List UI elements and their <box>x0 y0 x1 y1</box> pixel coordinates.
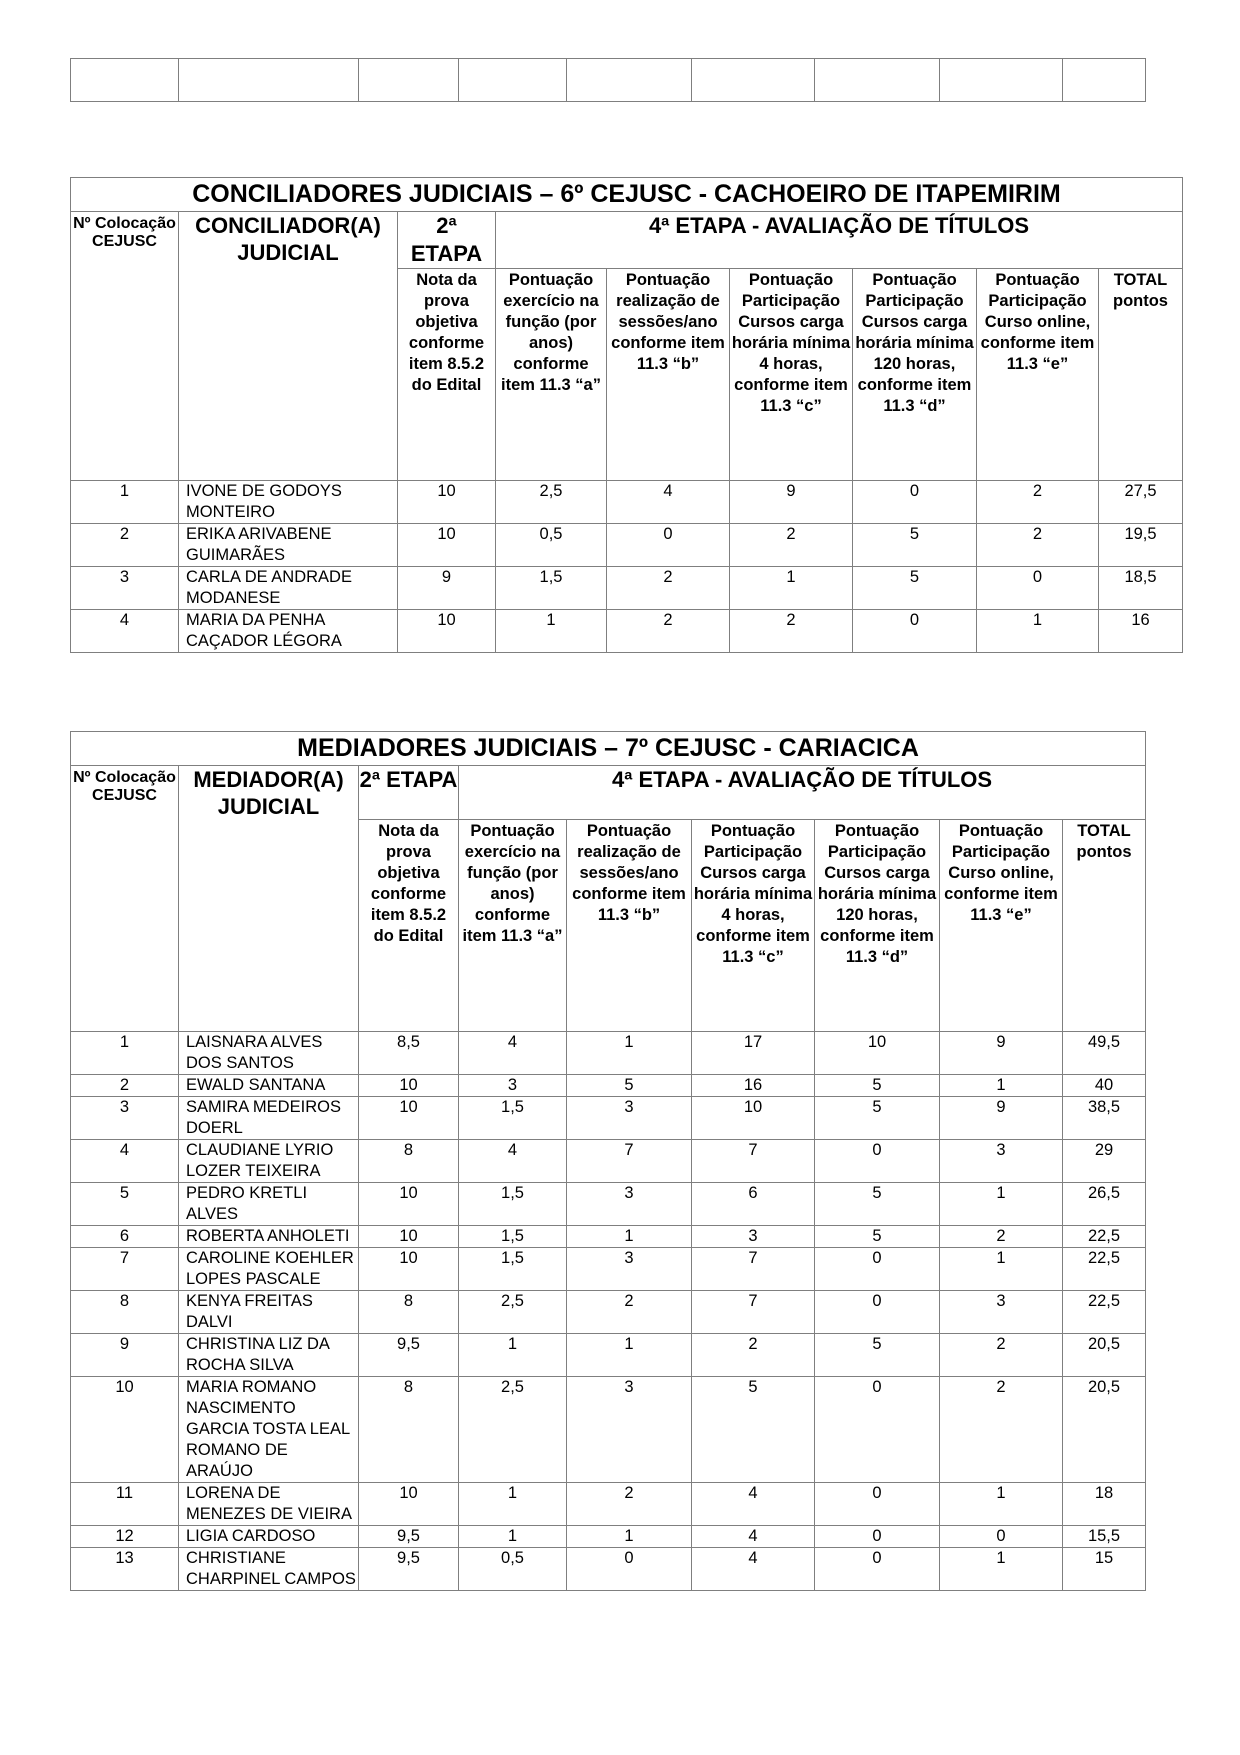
cell-c: 16 <box>692 1075 815 1097</box>
cell-name: LORENA DE MENEZES DE VIEIRA <box>179 1483 359 1526</box>
cell-name: LIGIA CARDOSO <box>179 1526 359 1548</box>
cell-nota: 10 <box>359 1248 459 1291</box>
cell-c: 2 <box>730 524 853 567</box>
cell-b: 1 <box>567 1226 692 1248</box>
cell-e: 2 <box>977 481 1099 524</box>
empty-cell <box>1063 59 1146 102</box>
cell-nota: 9,5 <box>359 1548 459 1591</box>
cell-name: KENYA FREITAS DALVI <box>179 1291 359 1334</box>
cell-name: SAMIRA MEDEIROS DOERL <box>179 1097 359 1140</box>
cell-b: 0 <box>607 524 730 567</box>
cell-total: 22,5 <box>1063 1248 1146 1291</box>
cell-total: 22,5 <box>1063 1291 1146 1334</box>
cell-nota: 10 <box>359 1183 459 1226</box>
cell-name: CAROLINE KOEHLER LOPES PASCALE <box>179 1248 359 1291</box>
cell-b: 3 <box>567 1377 692 1483</box>
sub-header-nota: Nota da prova objetiva conforme item 8.5.2 do Edital <box>398 269 496 481</box>
cell-nota: 9,5 <box>359 1526 459 1548</box>
col-etapa2-header: 2ª ETAPA <box>359 766 459 820</box>
cell-a: 1 <box>496 610 607 653</box>
sub-header-b: Pontuação realização de sessões/ano conforme item 11.3 “b” <box>567 820 692 1032</box>
cell-colocacao: 8 <box>71 1291 179 1334</box>
cell-c: 4 <box>692 1548 815 1591</box>
cell-total: 49,5 <box>1063 1032 1146 1075</box>
cell-a: 3 <box>459 1075 567 1097</box>
cell-d: 10 <box>815 1032 940 1075</box>
cell-a: 2,5 <box>496 481 607 524</box>
cell-c: 5 <box>692 1377 815 1483</box>
cell-c: 7 <box>692 1248 815 1291</box>
sub-header-d: Pontuação Participação Cursos carga horária mínima 120 horas, conforme item 11.3 “d” <box>815 820 940 1032</box>
sub-header-total: TOTAL pontos <box>1099 269 1183 481</box>
empty-cell <box>359 59 459 102</box>
cell-name: CLAUDIANE LYRIO LOZER TEIXEIRA <box>179 1140 359 1183</box>
cell-nota: 10 <box>398 610 496 653</box>
cell-c: 4 <box>692 1483 815 1526</box>
cell-b: 5 <box>567 1075 692 1097</box>
col-name-header: CONCILIADOR(A) JUDICIAL <box>179 212 398 481</box>
cell-b: 0 <box>567 1548 692 1591</box>
cell-name: LAISNARA ALVES DOS SANTOS <box>179 1032 359 1075</box>
cell-colocacao: 4 <box>71 610 179 653</box>
sub-header-nota: Nota da prova objetiva conforme item 8.5.2 do Edital <box>359 820 459 1032</box>
cell-c: 7 <box>692 1140 815 1183</box>
cell-d: 0 <box>815 1483 940 1526</box>
cell-a: 1,5 <box>496 567 607 610</box>
cell-colocacao: 1 <box>71 1032 179 1075</box>
cell-colocacao: 3 <box>71 1097 179 1140</box>
table-row <box>71 1334 1146 1377</box>
cell-colocacao: 3 <box>71 567 179 610</box>
col-etapa4-header: 4ª ETAPA - AVALIAÇÃO DE TÍTULOS <box>496 212 1183 269</box>
cell-nota: 9 <box>398 567 496 610</box>
cell-e: 1 <box>940 1075 1063 1097</box>
table-row <box>71 1226 1146 1248</box>
cell-c: 7 <box>692 1291 815 1334</box>
cell-nota: 10 <box>398 524 496 567</box>
cell-d: 0 <box>853 610 977 653</box>
cell-d: 0 <box>815 1377 940 1483</box>
mediadores-table <box>70 731 1146 1591</box>
sub-header-a: Pontuação exercício na função (por anos) conforme item 11.3 “a” <box>459 820 567 1032</box>
cell-d: 0 <box>815 1291 940 1334</box>
cell-c: 17 <box>692 1032 815 1075</box>
cell-e: 1 <box>977 610 1099 653</box>
cell-nota: 8,5 <box>359 1032 459 1075</box>
table-row <box>71 1075 1146 1097</box>
table-row <box>71 610 1183 653</box>
cell-d: 5 <box>815 1097 940 1140</box>
col-etapa2-header: 2ª ETAPA <box>398 212 496 269</box>
cell-a: 1,5 <box>459 1226 567 1248</box>
cell-b: 1 <box>567 1526 692 1548</box>
cell-d: 0 <box>815 1526 940 1548</box>
cell-total: 20,5 <box>1063 1334 1146 1377</box>
cell-colocacao: 11 <box>71 1483 179 1526</box>
cell-nota: 10 <box>398 481 496 524</box>
cell-c: 3 <box>692 1226 815 1248</box>
cell-e: 0 <box>977 567 1099 610</box>
cell-name: EWALD SANTANA <box>179 1075 359 1097</box>
cell-nota: 8 <box>359 1140 459 1183</box>
cell-c: 4 <box>692 1526 815 1548</box>
cell-e: 3 <box>940 1291 1063 1334</box>
cell-b: 1 <box>567 1032 692 1075</box>
col-name-header: MEDIADOR(A) JUDICIAL <box>179 766 359 1032</box>
sub-header-total: TOTAL pontos <box>1063 820 1146 1032</box>
cell-total: 26,5 <box>1063 1183 1146 1226</box>
cell-b: 2 <box>607 567 730 610</box>
cell-a: 1 <box>459 1526 567 1548</box>
cell-total: 22,5 <box>1063 1226 1146 1248</box>
cell-nota: 10 <box>359 1483 459 1526</box>
cell-a: 1 <box>459 1483 567 1526</box>
cell-c: 1 <box>730 567 853 610</box>
cell-nota: 8 <box>359 1377 459 1483</box>
cell-a: 1,5 <box>459 1097 567 1140</box>
cell-name: PEDRO KRETLI ALVES <box>179 1183 359 1226</box>
cell-e: 3 <box>940 1140 1063 1183</box>
cell-colocacao: 9 <box>71 1334 179 1377</box>
cell-e: 1 <box>940 1548 1063 1591</box>
cell-name: CHRISTIANE CHARPINEL CAMPOS <box>179 1548 359 1591</box>
cell-colocacao: 4 <box>71 1140 179 1183</box>
sub-header-c: Pontuação Participação Cursos carga horária mínima 4 horas, conforme item 11.3 “c” <box>730 269 853 481</box>
table-body <box>71 481 1183 653</box>
cell-colocacao: 13 <box>71 1548 179 1591</box>
cell-c: 2 <box>692 1334 815 1377</box>
cell-e: 1 <box>940 1483 1063 1526</box>
table-row <box>71 1291 1146 1334</box>
cell-b: 4 <box>607 481 730 524</box>
cell-a: 2,5 <box>459 1377 567 1483</box>
cell-total: 27,5 <box>1099 481 1183 524</box>
cell-total: 38,5 <box>1063 1097 1146 1140</box>
cell-a: 4 <box>459 1140 567 1183</box>
cell-nota: 10 <box>359 1075 459 1097</box>
cell-nota: 8 <box>359 1291 459 1334</box>
table-row <box>71 1248 1146 1291</box>
cell-c: 2 <box>730 610 853 653</box>
cell-total: 19,5 <box>1099 524 1183 567</box>
cell-d: 0 <box>815 1248 940 1291</box>
cell-d: 0 <box>815 1140 940 1183</box>
cell-name: MARIA DA PENHA CAÇADOR LÉGORA <box>179 610 398 653</box>
table-row <box>71 1097 1146 1140</box>
cell-colocacao: 10 <box>71 1377 179 1483</box>
cell-colocacao: 5 <box>71 1183 179 1226</box>
cell-a: 2,5 <box>459 1291 567 1334</box>
col-colocacao-header: Nº Colocação CEJUSC <box>71 766 179 1032</box>
sub-header-d: Pontuação Participação Cursos carga horária mínima 120 horas, conforme item 11.3 “d” <box>853 269 977 481</box>
cell-a: 0,5 <box>459 1548 567 1591</box>
sub-header-a: Pontuação exercício na função (por anos) conforme item 11.3 “a” <box>496 269 607 481</box>
cell-colocacao: 6 <box>71 1226 179 1248</box>
col-colocacao-header: Nº Colocação CEJUSC <box>71 212 179 481</box>
sub-header-e: Pontuação Participação Curso online, conforme item 11.3 “e” <box>940 820 1063 1032</box>
cell-b: 3 <box>567 1097 692 1140</box>
empty-cell <box>71 59 179 102</box>
table-title: CONCILIADORES JUDICIAIS – 6º CEJUSC - CACHOEIRO DE ITAPEMIRIM <box>71 178 1183 212</box>
table-row <box>71 1377 1146 1483</box>
cell-a: 1,5 <box>459 1183 567 1226</box>
cell-name: MARIA ROMANO NASCIMENTO GARCIA TOSTA LEAL ROMANO DE ARAÚJO <box>179 1377 359 1483</box>
cell-total: 40 <box>1063 1075 1146 1097</box>
cell-e: 9 <box>940 1097 1063 1140</box>
empty-row <box>71 59 1146 102</box>
empty-cell <box>459 59 567 102</box>
cell-d: 5 <box>815 1183 940 1226</box>
cell-total: 15,5 <box>1063 1526 1146 1548</box>
cell-colocacao: 12 <box>71 1526 179 1548</box>
cell-total: 15 <box>1063 1548 1146 1591</box>
cell-total: 18 <box>1063 1483 1146 1526</box>
cell-total: 20,5 <box>1063 1377 1146 1483</box>
cell-d: 5 <box>815 1226 940 1248</box>
sub-header-c: Pontuação Participação Cursos carga horária mínima 4 horas, conforme item 11.3 “c” <box>692 820 815 1032</box>
cell-b: 7 <box>567 1140 692 1183</box>
cell-b: 3 <box>567 1248 692 1291</box>
conciliadores-table <box>70 177 1183 653</box>
empty-cell <box>815 59 940 102</box>
cell-a: 0,5 <box>496 524 607 567</box>
cell-nota: 9,5 <box>359 1334 459 1377</box>
cell-d: 5 <box>815 1075 940 1097</box>
col-etapa4-header: 4ª ETAPA - AVALIAÇÃO DE TÍTULOS <box>459 766 1146 820</box>
cell-name: IVONE DE GODOYS MONTEIRO <box>179 481 398 524</box>
cell-d: 5 <box>815 1334 940 1377</box>
cell-d: 5 <box>853 567 977 610</box>
cell-c: 6 <box>692 1183 815 1226</box>
empty-cell <box>692 59 815 102</box>
cell-a: 1,5 <box>459 1248 567 1291</box>
table-row <box>71 1140 1146 1183</box>
cell-e: 1 <box>940 1183 1063 1226</box>
cell-e: 2 <box>977 524 1099 567</box>
cell-total: 29 <box>1063 1140 1146 1183</box>
cell-colocacao: 2 <box>71 524 179 567</box>
cell-nota: 10 <box>359 1097 459 1140</box>
table-row <box>71 524 1183 567</box>
cell-c: 9 <box>730 481 853 524</box>
sub-header-e: Pontuação Participação Curso online, conforme item 11.3 “e” <box>977 269 1099 481</box>
cell-a: 4 <box>459 1032 567 1075</box>
cell-d: 5 <box>853 524 977 567</box>
cell-b: 2 <box>567 1291 692 1334</box>
cell-e: 2 <box>940 1377 1063 1483</box>
table-row <box>71 567 1183 610</box>
table-row <box>71 1548 1146 1591</box>
table-row <box>71 1032 1146 1075</box>
cell-total: 16 <box>1099 610 1183 653</box>
cell-b: 2 <box>607 610 730 653</box>
table-title: MEDIADORES JUDICIAIS – 7º CEJUSC - CARIACICA <box>71 732 1146 766</box>
previous-table-remnant <box>70 58 1146 102</box>
cell-a: 1 <box>459 1334 567 1377</box>
cell-nota: 10 <box>359 1226 459 1248</box>
cell-colocacao: 2 <box>71 1075 179 1097</box>
cell-e: 0 <box>940 1526 1063 1548</box>
cell-c: 10 <box>692 1097 815 1140</box>
cell-name: ERIKA ARIVABENE GUIMARÃES <box>179 524 398 567</box>
cell-total: 18,5 <box>1099 567 1183 610</box>
cell-e: 2 <box>940 1226 1063 1248</box>
cell-d: 0 <box>815 1548 940 1591</box>
cell-colocacao: 1 <box>71 481 179 524</box>
empty-cell <box>179 59 359 102</box>
cell-name: CHRISTINA LIZ DA ROCHA SILVA <box>179 1334 359 1377</box>
cell-e: 2 <box>940 1334 1063 1377</box>
table-body <box>71 1032 1146 1591</box>
table-row <box>71 481 1183 524</box>
table-row <box>71 1183 1146 1226</box>
cell-name: CARLA DE ANDRADE MODANESE <box>179 567 398 610</box>
cell-b: 3 <box>567 1183 692 1226</box>
cell-e: 1 <box>940 1248 1063 1291</box>
table-row <box>71 1526 1146 1548</box>
sub-header-b: Pontuação realização de sessões/ano conforme item 11.3 “b” <box>607 269 730 481</box>
table-row <box>71 1483 1146 1526</box>
cell-e: 9 <box>940 1032 1063 1075</box>
cell-b: 1 <box>567 1334 692 1377</box>
cell-name: ROBERTA ANHOLETI <box>179 1226 359 1248</box>
cell-d: 0 <box>853 481 977 524</box>
empty-cell <box>567 59 692 102</box>
cell-b: 2 <box>567 1483 692 1526</box>
empty-cell <box>940 59 1063 102</box>
cell-colocacao: 7 <box>71 1248 179 1291</box>
